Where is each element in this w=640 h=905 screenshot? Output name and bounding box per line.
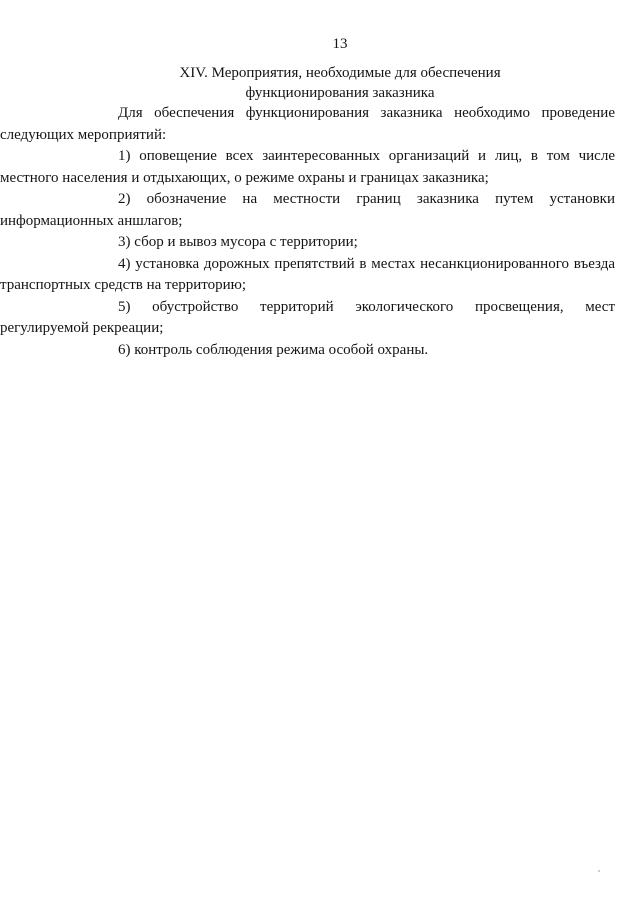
document-body [0,103,615,361]
intro-line1: Для обеспечения функционирования заказника необходимо проведение [118,105,615,121]
scan-speck [598,870,600,872]
list-item-1-line1: 1) оповещение всех заинтересованных организаций и лиц, в том числе [118,148,615,164]
list-item-2-line2: информационных аншлагов; [0,212,183,229]
list-item-3 [118,232,615,254]
section-heading-line1: XIV. Мероприятия, необходимые для обеспечения [179,65,501,81]
section-heading-line2: функционирования заказника [245,85,435,101]
list-item-2 [0,189,615,232]
page-number: 13 [332,36,348,52]
intro-line2: следующих мероприятий: [0,126,167,143]
list-item-6 [118,340,615,362]
list-item-4 [0,254,615,297]
list-item-5 [0,297,615,340]
list-item-1 [0,146,615,189]
list-item-1-line2: местного населения и отдыхающих, о режиме охраны и границах заказника; [0,169,489,186]
list-item-4-line1: 4) установка дорожных препятствий в местах несанкционированного въезда [118,255,615,272]
intro-paragraph [0,103,615,146]
list-item-4-line2: транспортных средств на территорию; [0,277,247,293]
list-item-6-line1: 6) контроль соблюдения режима особой охраны. [118,341,429,358]
list-item-2-line1: 2) обозначение на местности границ заказника путем установки [118,191,615,207]
list-item-5-line1: 5) обустройство территорий экологического просвещения, мест [118,298,615,315]
list-item-5-line2: регулируемой рекреации; [0,320,164,336]
list-item-3-line1: 3) сбор и вывоз мусора с территории; [118,234,358,250]
